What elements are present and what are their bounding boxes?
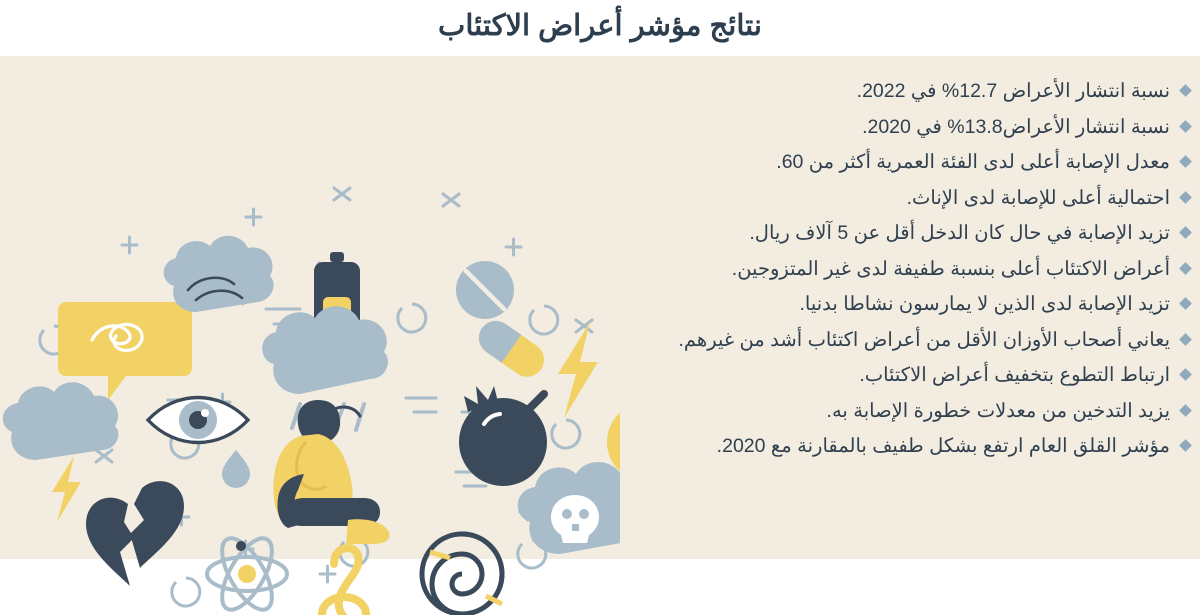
bullet-diamond-icon (1179, 191, 1192, 204)
list-item (590, 185, 1190, 212)
facts-list (590, 78, 1190, 469)
maze-icon (422, 534, 502, 614)
bullet-diamond-icon (1179, 368, 1192, 381)
list-item (590, 256, 1190, 283)
list-item (590, 149, 1190, 176)
illustration-group (0, 112, 620, 615)
bullet-diamond-icon (1179, 84, 1192, 97)
list-item (590, 398, 1190, 425)
fact-text: نسبة انتشار الأعراض13.8% في 2020. (862, 115, 1170, 138)
content-panel (0, 56, 1200, 559)
fact-text: يعاني أصحاب الأوزان الأقل من أعراض اكتئاب أشد من غيرهم. (678, 328, 1170, 351)
list-item (590, 362, 1190, 389)
fact-text: مؤشر القلق العام ارتفع بشكل طفيف بالمقارنة مع 2020. (716, 435, 1170, 457)
fact-text: تزيد الإصابة لدى الذين لا يمارسون نشاطا بدنيا. (799, 293, 1170, 315)
crying-eye-icon (148, 398, 250, 489)
tablet-pill-icon (456, 261, 514, 319)
list-item (590, 220, 1190, 247)
list-item (590, 114, 1190, 141)
fact-text: نسبة انتشار الأعراض 12.7% في 2022. (856, 80, 1170, 102)
fact-text: تزيد الإصابة في حال كان الدخل أقل عن 5 آلاف ريال. (749, 222, 1170, 244)
cloud-sleep-icon (164, 236, 274, 312)
broken-heart-icon (86, 481, 184, 586)
bullet-diamond-icon (1179, 439, 1192, 452)
fact-text: أعراض الاكتئاب أعلى بنسبة طفيفة لدى غير المتزوجين. (731, 257, 1170, 280)
skull-cloud-icon (518, 462, 620, 554)
bullet-diamond-icon (1179, 120, 1192, 133)
bullet-diamond-icon (1179, 262, 1192, 275)
bullet-diamond-icon (1179, 155, 1192, 168)
list-item (590, 327, 1190, 354)
bullet-diamond-icon (1179, 226, 1192, 239)
fact-text: ارتباط التطوع بتخفيف أعراض الاكتئاب. (859, 364, 1170, 386)
pill-capsule-icon (472, 314, 550, 383)
bullet-diamond-icon (1179, 333, 1192, 346)
list-item (590, 433, 1190, 460)
bullet-diamond-icon (1179, 404, 1192, 417)
fact-text: يزيد التدخين من معدلات خطورة الإصابة به. (826, 399, 1170, 422)
page-title: نتائج مؤشر أعراض الاكتئاب (438, 10, 762, 42)
list-item (590, 291, 1190, 318)
list-item (590, 78, 1190, 105)
fact-text: معدل الإصابة أعلى لدى الفئة العمرية أكثر من 60. (776, 151, 1170, 173)
sitting-person-icon (273, 400, 389, 544)
bomb-icon (459, 386, 547, 486)
bullet-diamond-icon (1179, 297, 1192, 310)
fact-text: احتمالية أعلى للإصابة لدى الإناث. (906, 186, 1170, 209)
